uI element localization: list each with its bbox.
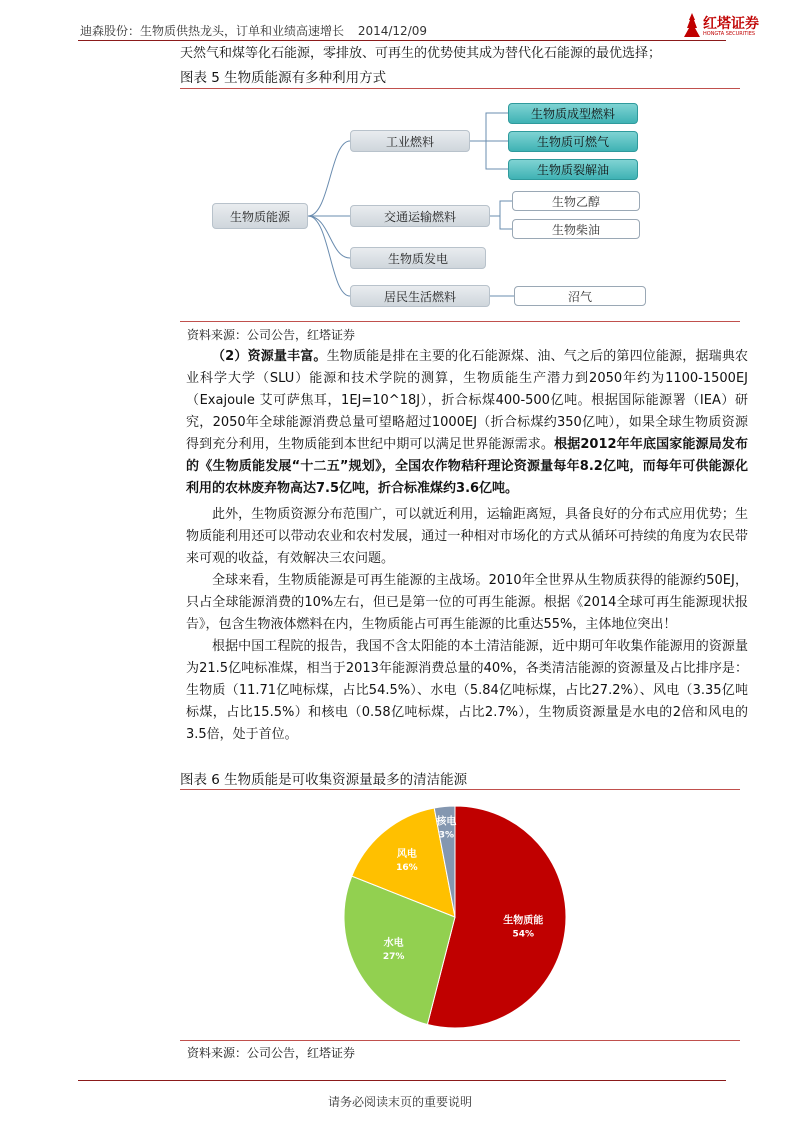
pie-label-name-0: 生物质能 xyxy=(503,915,544,927)
leaf-pyrolysis-oil: 生物质裂解油 xyxy=(508,159,638,180)
report-date: 2014/12/09 xyxy=(357,24,428,38)
pie-label-value-3: 3% xyxy=(438,830,455,841)
diagram-root: 生物质能源 xyxy=(212,203,308,229)
branch-residential-fuel: 居民生活燃料 xyxy=(350,285,490,307)
hongta-logo xyxy=(683,13,771,39)
logo-subtitle: HONGTA SECURITIES xyxy=(703,31,756,37)
report-title: 迪森股份：生物质供热龙头，订单和业绩高速增长 xyxy=(80,24,345,38)
paragraph-global: 全球来看，生物质能源是可再生能源的主战场。2010年全世界从生物质获得的能源约50EJ，只占全球能源消费的10%左右，但已是第一位的可再生能源。根据《2014全球可再生能源现状报告》，包含生物液体燃料在内，生物质能占可再生能源的比重达55%，主体地位突出！ xyxy=(186,573,748,632)
figure5-title: 图表 5 生物质能源有多种利用方式 xyxy=(180,70,387,86)
figure5-bottom-rule xyxy=(180,321,740,322)
pie-label-value-1: 27% xyxy=(382,952,405,963)
figure6-source: 资料来源：公司公告，红塔证券 xyxy=(187,1046,356,1060)
pie-label-value-0: 54% xyxy=(512,929,535,940)
branch-industrial-fuel: 工业燃料 xyxy=(350,130,470,152)
leaf-combustible-gas: 生物质可燃气 xyxy=(508,131,638,152)
figure5-diagram xyxy=(180,88,740,320)
body-text xyxy=(186,346,748,746)
paragraph-resources-text: 生物质能是排在主要的化石能源煤、油、气之后的第四位能源，据瑞典农业科学大学（SLU）能源和技术学院的测算，生物质能生产潜力到2050年约为1100-1500EJ（Exajoule 艾可萨焦耳，1EJ=10^18J），折合标煤400-500亿吨。根据国际能源署（IEA）研究，2050年全球能源消费总量可望略超过1000EJ（折合标煤约350亿吨），如果全球生物质资源得到充分利用，生物质能到本世纪中期可以满足世界能源需求。 xyxy=(186,349,748,452)
footer-disclaimer: 请务必阅读末页的重要说明 xyxy=(327,1095,472,1109)
pie-chart-svg xyxy=(180,790,740,1040)
branch-power-generation: 生物质发电 xyxy=(350,247,486,269)
report-header xyxy=(80,22,427,39)
paragraph-resources-highlight: 根据2012年年底国家能源局发布的《生物质能发展“十二五”规划》，全国农作物秸秆理论资源量每年8.2亿吨，而每年可供能源化利用的农林废弃物高达7.5亿吨，折合标准煤约3.6亿吨。 xyxy=(186,437,748,496)
paragraph-resources xyxy=(186,346,748,500)
leaf-bio-diesel: 生物柴油 xyxy=(512,219,640,239)
branch-transport-fuel: 交通运输燃料 xyxy=(350,205,490,227)
figure6-title: 图表 6 生物质能是可收集资源量最多的清洁能源 xyxy=(180,772,468,788)
paragraph-lead: （2）资源量丰富。 xyxy=(212,349,327,364)
pie-label-name-1: 水电 xyxy=(383,938,404,950)
pie-label-name-3: 核电 xyxy=(436,816,457,828)
pie-label-value-2: 16% xyxy=(396,862,418,873)
figure5-source: 资料来源：公司公告，红塔证券 xyxy=(187,328,356,342)
figure6-bottom-rule xyxy=(180,1040,740,1041)
figure6-pie-chart xyxy=(180,790,740,1040)
leaf-bio-ethanol: 生物乙醇 xyxy=(512,191,640,211)
leaf-biogas: 沼气 xyxy=(514,286,646,306)
paragraph-distribution: 此外，生物质资源分布范围广，可以就近利用，运输距离短，具备良好的分布式应用优势；生物质能利用还可以带动农业和农村发展，通过一种相对市场化的方式从循环可持续的角度为农民带来可观的收益，有效解决三农问题。 xyxy=(186,507,748,566)
continued-text: 天然气和煤等化石能源，零排放、可再生的优势使其成为替代化石能源的最优选择； xyxy=(180,46,662,61)
header-divider xyxy=(78,40,726,41)
leaf-briquette-fuel: 生物质成型燃料 xyxy=(508,103,638,124)
paragraph-china: 根据中国工程院的报告，我国不含太阳能的本土清洁能源，近中期可年收集作能源用的资源量为21.5亿吨标准煤，相当于2013年能源消费总量的40%，各类清洁能源的资源量及占比排序是：生物质（11.71亿吨标煤，占比54.5%）、水电（5.84亿吨标煤，占比27.2%）、风电（3.35亿吨标煤，占比15.5%）和核电（0.58亿吨标煤，占比2.7%），生物质资源量是水电的2倍和风电的3.5倍，处于首位。 xyxy=(186,639,748,742)
pie-label-name-2: 风电 xyxy=(396,848,417,860)
hongta-logo-icon xyxy=(683,13,701,37)
footer-divider xyxy=(78,1080,726,1081)
logo-name: 红塔证券 xyxy=(703,16,759,32)
